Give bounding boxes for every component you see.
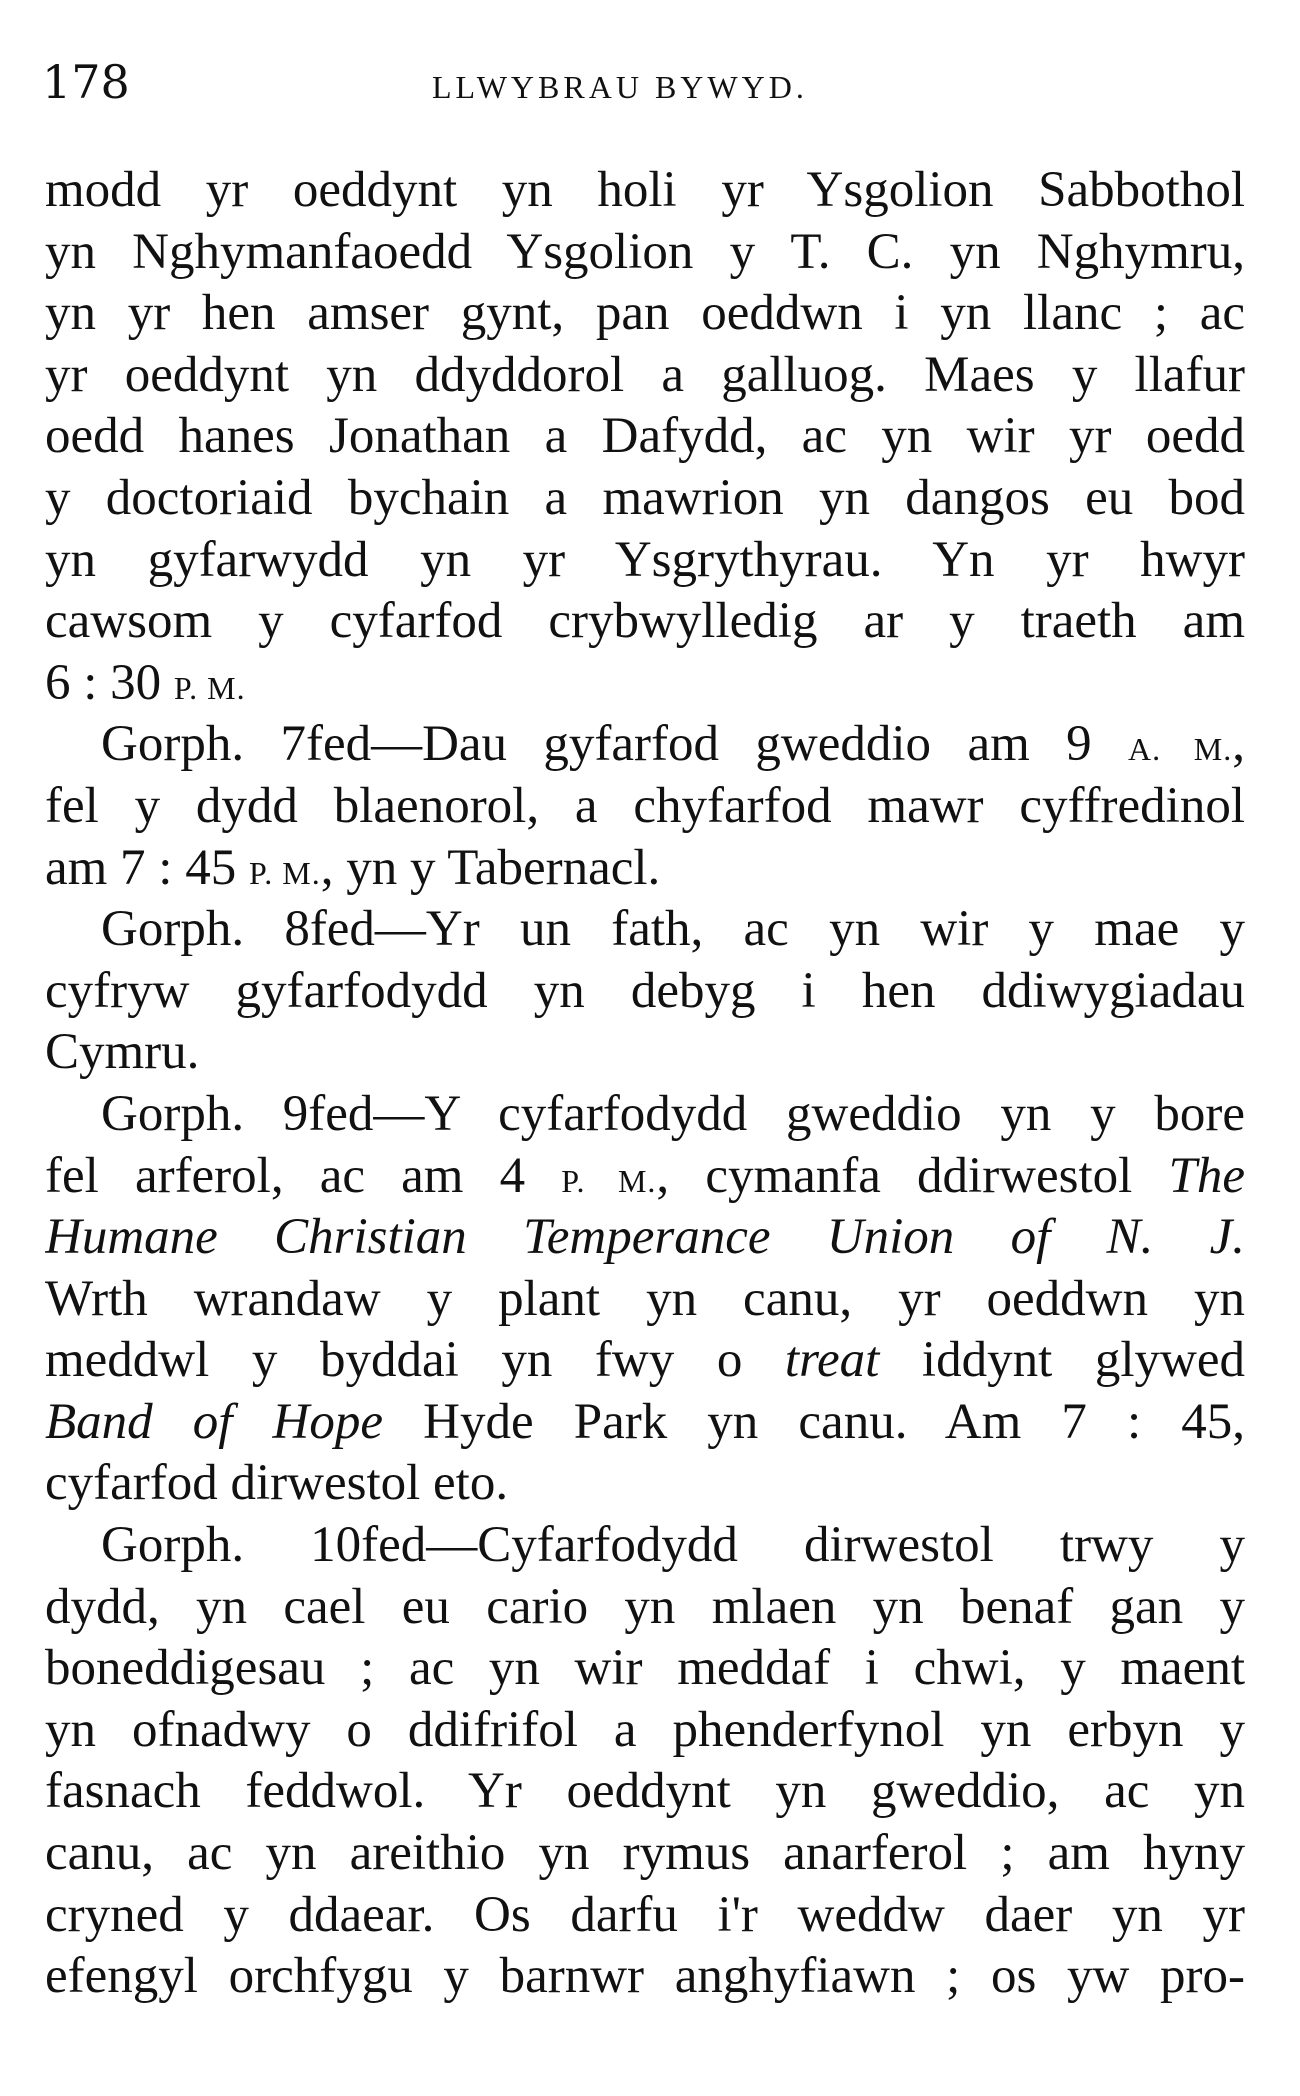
text-line: yn gyfarwydd yn yr Ysgrythyrau. Yn yr hwyr	[45, 531, 1245, 588]
text-line: cyfryw gyfarfodydd yn debyg i hen ddiwygiadau	[45, 962, 1245, 1019]
paragraph-gorph-10: Gorph. 10fed—Cyfarfodydd dirwestol trwy y	[101, 1517, 1245, 1574]
paragraph-gorph-8: Gorph. 8fed—Yr un fath, ac yn wir y mae y	[101, 901, 1245, 958]
text-line: boneddigesau ; ac yn wir meddaf i chwi, y maent	[45, 1640, 1245, 1697]
paragraph-gorph-7: Gorph. 7fed—Dau gyfarfod gweddio am 9 A. M.,	[101, 716, 1245, 773]
text-line: fel y dydd blaenorol, a chyfarfod mawr cyffredinol	[45, 777, 1245, 834]
text-line: canu, ac yn areithio yn rymus anarferol ; am hyny	[45, 1825, 1245, 1882]
running-head: LLWYBRAU BYWYD.	[432, 69, 808, 105]
text-line: dydd, yn cael eu cario yn mlaen yn benaf gan y	[45, 1578, 1245, 1635]
text-line: efengyl orchfygu y barnwr anghyfiawn ; os yw pro-	[45, 1948, 1245, 2005]
page-header	[42, 52, 1242, 112]
text-line: 6 : 30 P. M.	[45, 654, 246, 711]
text-line: cryned y ddaear. Os darfu i'r weddw daer yn yr	[45, 1886, 1245, 1943]
text-line: yn ofnadwy o ddifrifol a phenderfynol yn erbyn y	[45, 1701, 1245, 1758]
text-line: Band of Hope Hyde Park yn canu. Am 7 : 45,	[45, 1393, 1245, 1450]
text-line: cawsom y cyfarfod crybwylledig ar y traeth am	[45, 593, 1245, 650]
text-line: am 7 : 45 P. M., yn y Tabernacl.	[45, 839, 661, 896]
text-line: meddwl y byddai yn fwy o treat iddynt glywed	[45, 1332, 1245, 1389]
text-line: fel arferol, ac am 4 P. M., cymanfa ddirwestol The	[45, 1147, 1245, 1204]
text-line: yr oeddynt yn ddyddorol a galluog. Maes y llafur	[45, 346, 1245, 403]
paragraph-gorph-9: Gorph. 9fed—Y cyfarfodydd gweddio yn y bore	[101, 1085, 1245, 1142]
text-line: modd yr oeddynt yn holi yr Ysgolion Sabbothol	[45, 162, 1245, 218]
page-number: 178	[42, 55, 130, 109]
text-line: y doctoriaid bychain a mawrion yn dangos eu bod	[45, 469, 1245, 526]
text-line: yn Nghymanfaoedd Ysgolion y T. C. yn Nghymru,	[45, 223, 1245, 280]
body-text	[45, 160, 1245, 2008]
text-line: Wrth wrandaw y plant yn canu, yr oeddwn yn	[45, 1270, 1245, 1327]
text-line: yn yr hen amser gynt, pan oeddwn i yn llanc ; ac	[45, 285, 1245, 342]
text-line: oedd hanes Jonathan a Dafydd, ac yn wir yr oedd	[45, 408, 1245, 465]
text-line: fasnach feddwol. Yr oeddynt yn gweddio, ac yn	[45, 1763, 1245, 1820]
text-line: Humane Christian Temperance Union of N. J.	[45, 1209, 1245, 1266]
text-line: Cymru.	[45, 1024, 200, 1081]
text-line: cyfarfod dirwestol eto.	[45, 1455, 509, 1512]
